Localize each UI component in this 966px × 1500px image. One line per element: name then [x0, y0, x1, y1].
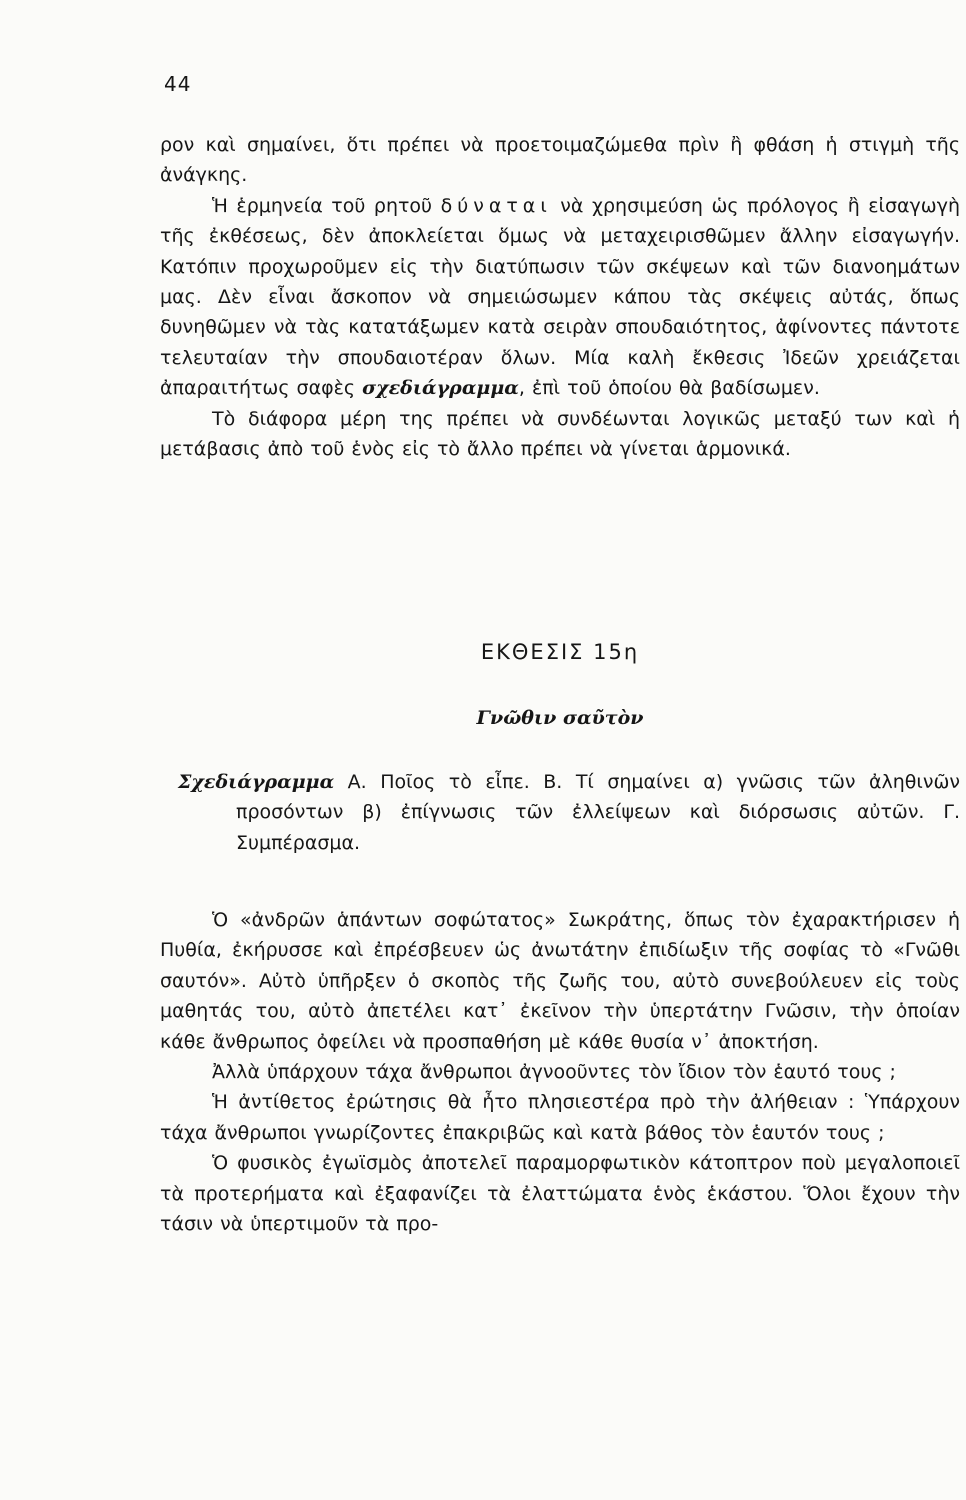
paragraph-structure: Τὸ διάφορα μέρη της πρέπει νὰ συνδέωνται λογικῶς μεταξύ των καὶ ἡ μετάβασις ἀπὸ τοῦ ἑνὸς εἰς τὸ ἄλλο πρέπει νὰ γίνεται ἁρμονικά.	[160, 407, 960, 461]
text-run: Ἡ ἑρμηνεία τοῦ ρητοῦ	[212, 194, 441, 217]
paragraph-socrates: Ὁ «ἀνδρῶν ἁπάντων σοφώτατος» Σωκράτης, ὅπως τὸν ἐχαρακτήρισεν ἡ Πυθία, ἐκήρυσσε καὶ ἐπρέσβευεν ὡς ἀνωτάτην ἐπιδίωξιν τῆς σοφίας τὸ «Γνῶθι σαυτόν». Αὐτὸ ὑπῆρξεν ὁ σκοπὸς τῆς ζωῆς του, αὐτὸ συνεβούλευεν εἰς τοὺς μαθητάς του, αὐτὸ ἀπετέλει κατ᾽ ἐκεῖνον τὴν ὑπερτάτην Γνῶσιν, τὴν ὁποίαν κάθε ἄνθρωπος ὀφείλει νὰ προσπαθήση μὲ κάθε θυσία ν᾽ ἀποκτήση.	[160, 909, 960, 1053]
intro-text-block	[160, 130, 960, 464]
paragraph-interpretation	[160, 191, 960, 404]
outline-text: Α. Ποῖος τὸ εἶπε. Β. Τί σημαίνει α) γνῶσις τῶν ἀληθινῶν προσόντων β) ἐπίγνωσις τῶν ἐλλείψεων καὶ διόρσωσις αὐτῶν. Γ. Συμπέρασμα.	[236, 771, 960, 854]
paragraph-egoism: Ὁ φυσικὸς ἐγωϊσμὸς ἀποτελεῖ παραμορφωτικὸν κάτοπτρον ποὺ μεγαλοποιεῖ τὰ προτερήματα καὶ ἐξαφανίζει τὰ ἐλαττώματα ἑνὸς ἑκάστου. Ὅλοι ἔχουν τὴν τάσιν νὰ ὑπερτιμοῦν τὰ προ-	[160, 1152, 960, 1236]
paragraph-question: Ἀλλὰ ὑπάρχουν τάχα ἄνθρωποι ἀγνοοῦντες τὸν ἴδιον τὸν ἑαυτό τους ;	[212, 1061, 896, 1084]
outline-paragraph	[178, 767, 960, 858]
text-run: , ἐπὶ τοῦ ὁποίου θὰ βαδίσωμεν.	[518, 377, 820, 400]
essay-body	[160, 905, 960, 1239]
paragraph-counter-question: Ἡ ἀντίθετος ἐρώτησις θὰ ἦτο πλησιεστέρα πρὸ τὴν ἀλήθειαν : Ὑπάρχουν τάχα ἄνθρωποι γνωρίζοντες ἐπακριβῶς καὶ κατὰ βάθος τὸν ἑαυτόν τους ;	[160, 1091, 960, 1144]
essay-outline	[178, 767, 960, 858]
spaced-word: δύναται	[440, 194, 552, 217]
emphasized-term: σχεδιάγραμμα	[362, 377, 519, 400]
text-run: νὰ χρησιμεύση ὡς πρόλογος ἢ εἰσαγωγὴ τῆς ἐκθέσεως, δὲν ἀποκλείεται ὅμως νὰ μεταχειρισθῶμεν ἄλλην εἰσαγωγήν. Κατόπιν προχωροῦμεν εἰς τὴν διατύπωσιν τῶν σκέψεων καὶ τῶν διανοημάτων μας. Δὲν εἶναι ἄσκοπον νὰ σημειώσωμεν κάπου τὰς σκέψεις αὐτάς, ὅπως δυνηθῶμεν νὰ τὰς κατατάξωμεν κατὰ σειρὰν σπουδαιότητος, ἀφίνοντες πάντοτε τελευταίαν τὴν σπουδαιοτέραν ὅλων. Μία καλὴ ἔκθεσις Ἰδεῶν χρειάζεται ἀπαραιτήτως σαφὲς	[160, 194, 960, 400]
essay-title: Γνῶθιν σαῦτὸν	[476, 707, 644, 729]
page-number: 44	[164, 72, 192, 96]
essay-heading: ΕΚΘΕΣΙΣ 15η	[480, 640, 640, 664]
outline-label: Σχεδιάγραμμα	[178, 771, 335, 793]
paragraph-continuation: ρον καὶ σημαίνει, ὅτι πρέπει νὰ προετοιμαζώμεθα πρὶν ἢ φθάση ἡ στιγμὴ τῆς ἀνάγκης.	[160, 134, 960, 187]
